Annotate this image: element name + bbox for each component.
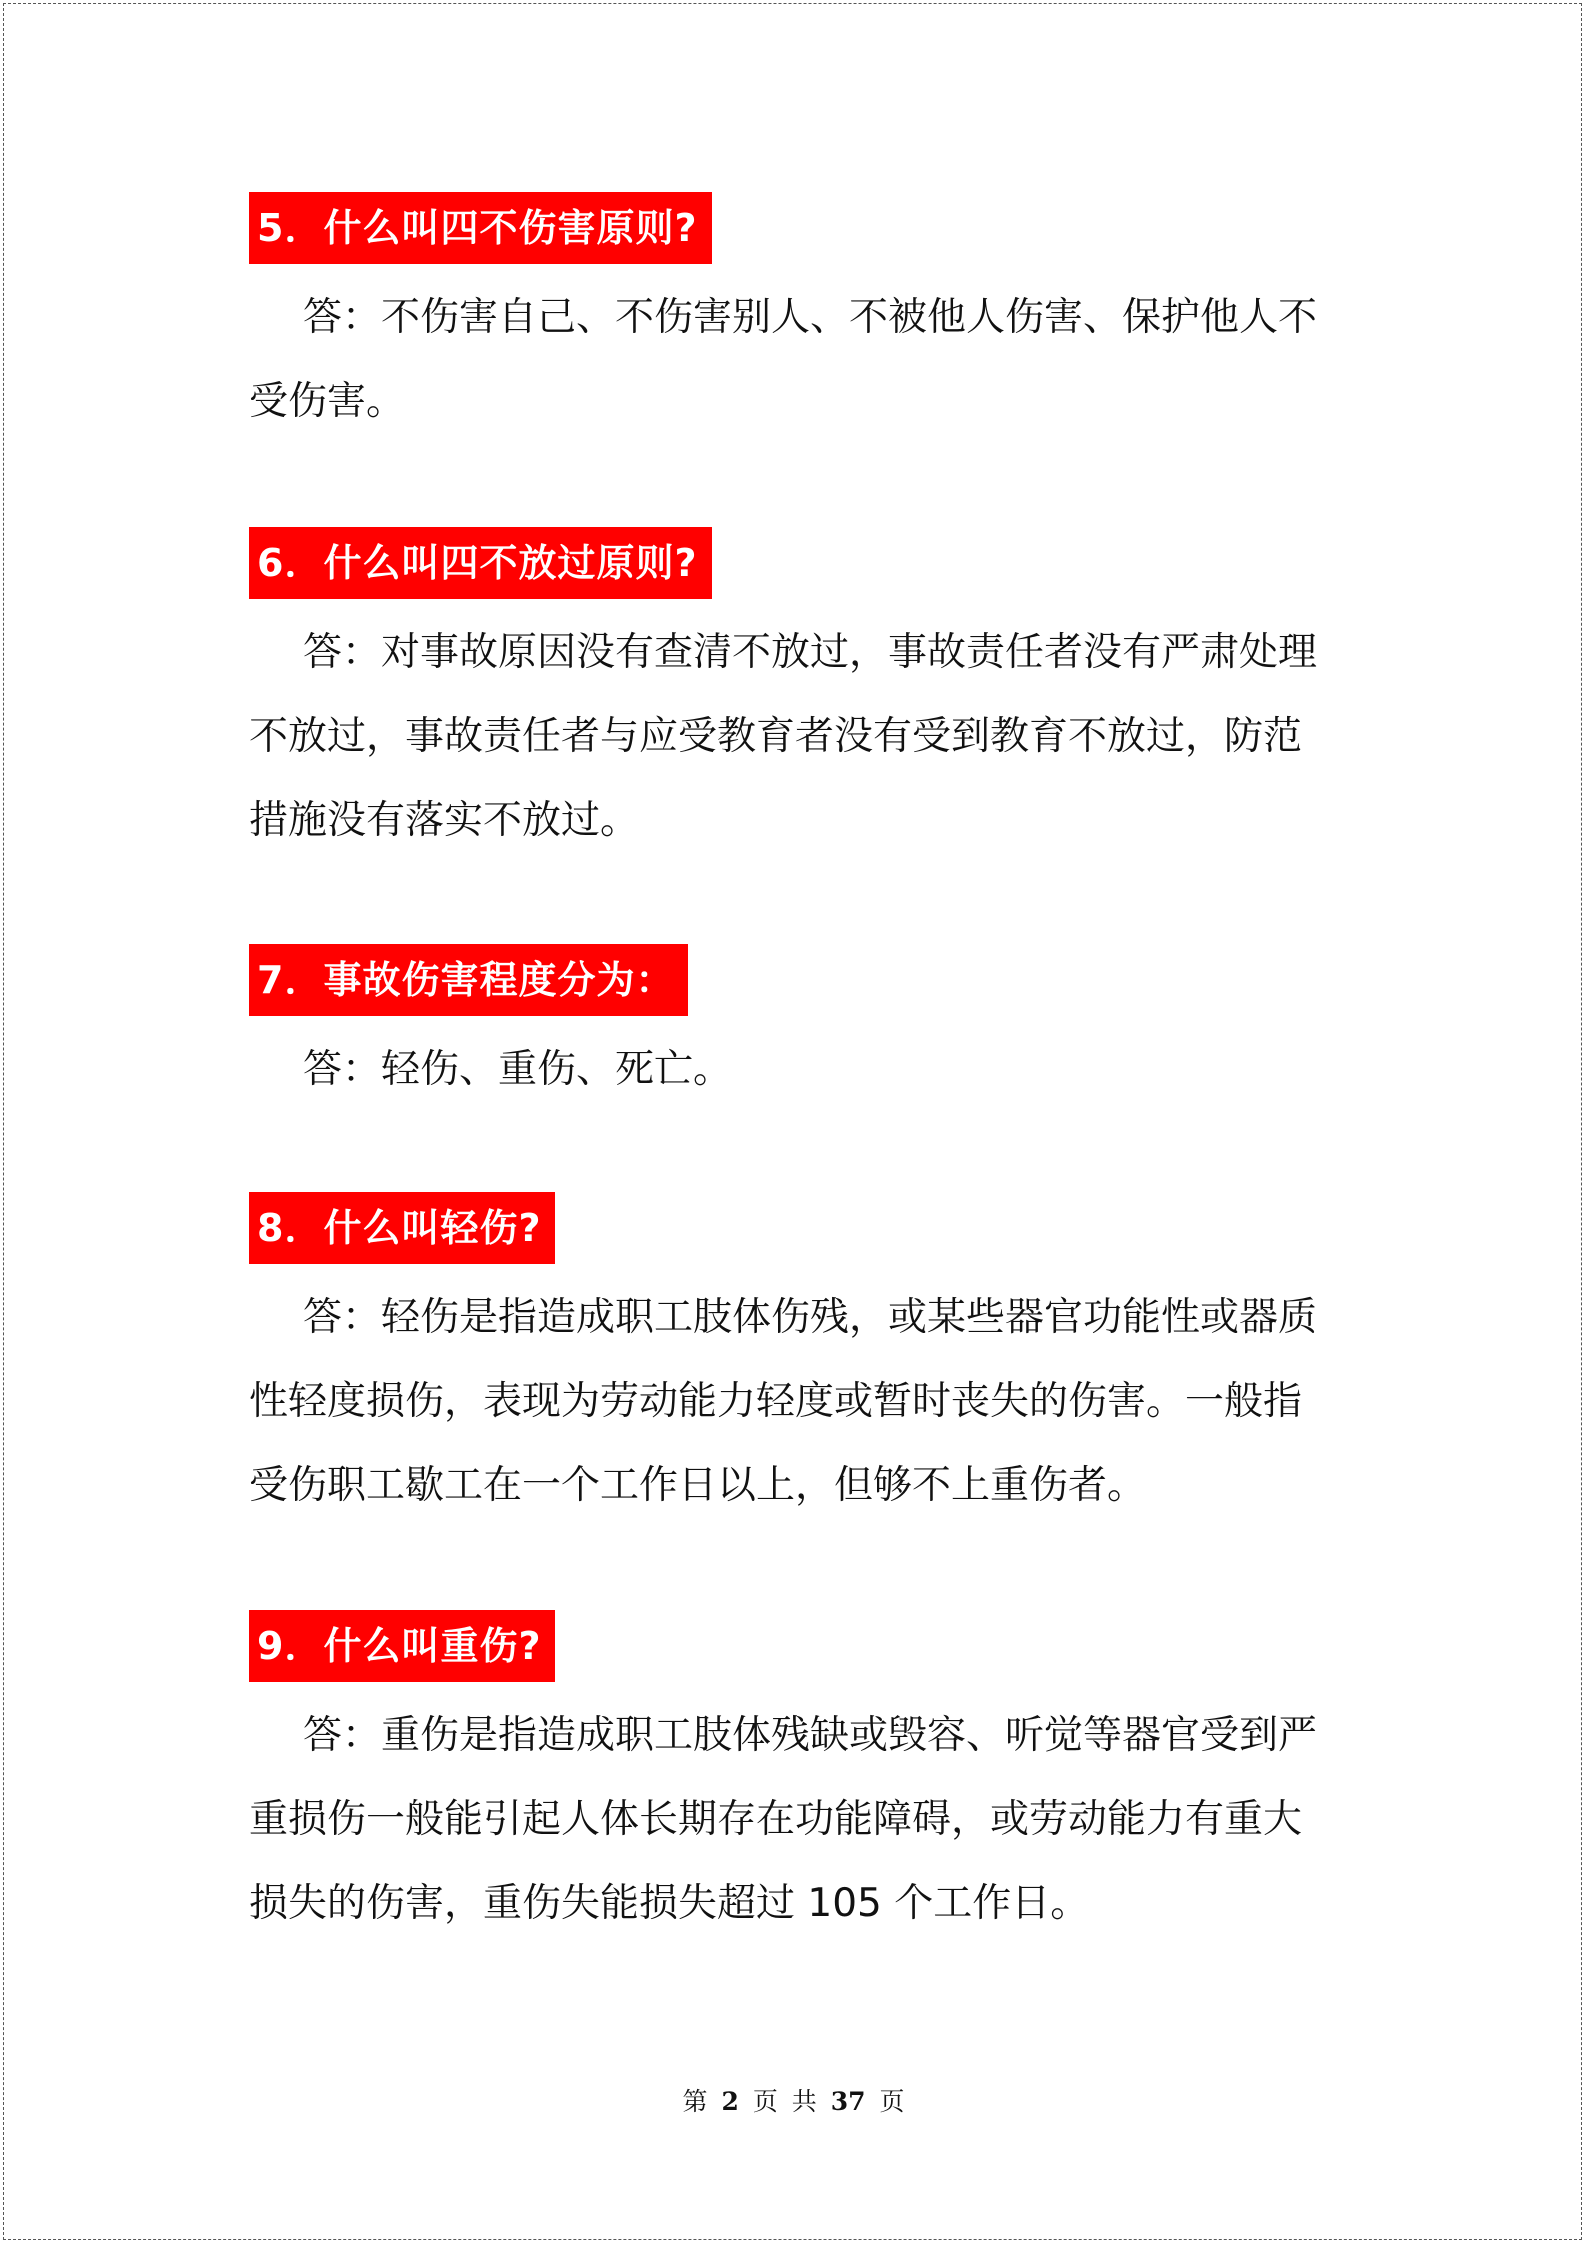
answer-5: 答：不伤害自己、不伤害别人、不被他人伤害、保护他人不受伤害。 xyxy=(249,295,1318,424)
answer-7: 答：轻伤、重伤、死亡。 xyxy=(303,1047,733,1092)
footer-suffix: 页 xyxy=(879,2087,905,2116)
page-footer xyxy=(0,2082,1587,2118)
question-heading-9: 9．什么叫重伤? xyxy=(249,1610,555,1682)
answer-6: 答：对事故原因没有查清不放过，事故责任者没有严肃处理不放过，事故责任者与应受教育者没有受到教育不放过，防范措施没有落实不放过。 xyxy=(249,630,1318,843)
current-page-number: 2 xyxy=(721,2087,739,2116)
question-heading-6: 6．什么叫四不放过原则? xyxy=(249,527,712,599)
footer-prefix: 第 xyxy=(682,2087,708,2116)
answer-9: 答：重伤是指造成职工肢体残缺或毁容、听觉等器官受到严重损伤一般能引起人体长期存在功能障碍，或劳动能力有重大损失的伤害，重伤失能损失超过 105 个工作日。 xyxy=(249,1713,1318,1926)
footer-middle: 页 共 xyxy=(752,2087,817,2116)
question-heading-8: 8．什么叫轻伤? xyxy=(249,1192,555,1264)
total-pages-number: 37 xyxy=(830,2087,866,2116)
question-heading-5: 5．什么叫四不伤害原则? xyxy=(249,192,712,264)
question-heading-7: 7．事故伤害程度分为： xyxy=(249,944,688,1016)
answer-8: 答：轻伤是指造成职工肢体伤残，或某些器官功能性或器质性轻度损伤，表现为劳动能力轻度或暂时丧失的伤害。一般指受伤职工歇工在一个工作日以上，但够不上重伤者。 xyxy=(249,1295,1318,1508)
